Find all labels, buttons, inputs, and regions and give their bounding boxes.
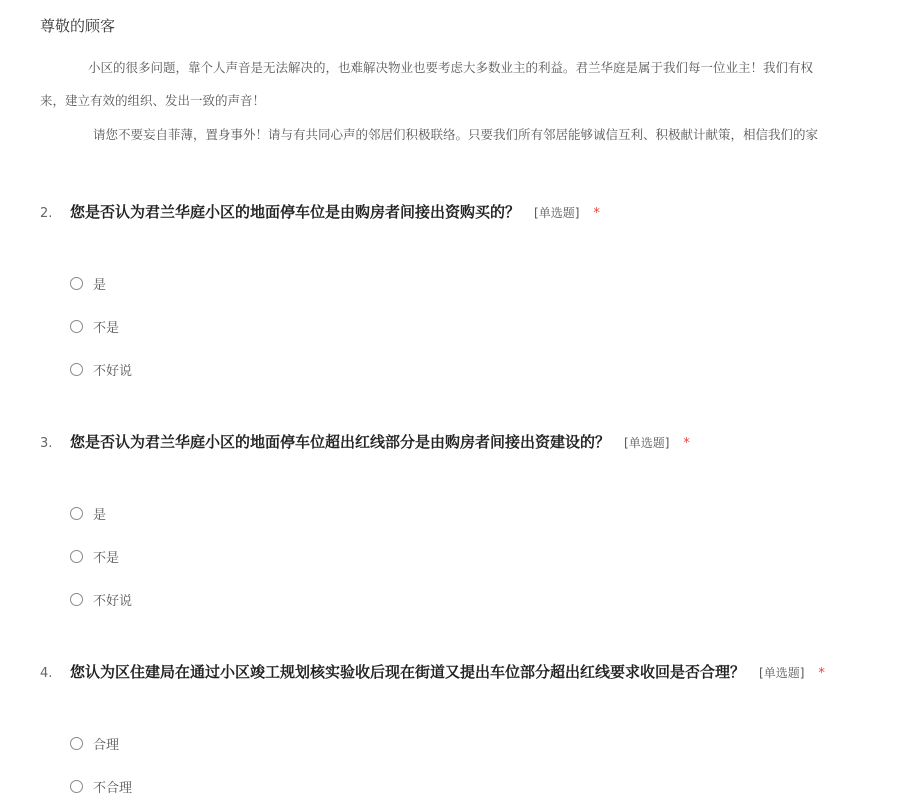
question-type-tag: [单选题] [759, 666, 805, 680]
required-marker: * [818, 666, 825, 681]
q2-option-yes[interactable] [70, 274, 106, 293]
option-label: 不是 [93, 551, 120, 566]
q3-option-no[interactable] [70, 547, 119, 566]
q3-option-yes[interactable] [70, 504, 106, 523]
question-text: 您是否认为君兰华庭小区的地面停车位是由购房者间接出资购买的？ [70, 203, 521, 221]
radio-icon[interactable] [70, 507, 83, 520]
radio-icon[interactable] [70, 320, 83, 333]
radio-icon[interactable] [70, 277, 83, 290]
option-label: 不合理 [93, 781, 133, 796]
question-4-title [40, 661, 825, 682]
radio-icon[interactable] [70, 780, 83, 793]
radio-icon[interactable] [70, 363, 83, 376]
intro-paragraph-line-2: 来，建立有效的组织、发出一致的声音！ [40, 93, 266, 108]
required-marker: * [593, 206, 600, 221]
option-label: 是 [93, 508, 107, 523]
q4-option-unreasonable[interactable] [70, 777, 132, 796]
question-number: 2. [40, 206, 53, 221]
question-type-tag: [单选题] [534, 206, 580, 220]
question-number: 3. [40, 436, 53, 451]
required-marker: * [683, 436, 690, 451]
question-2-title [40, 201, 600, 222]
option-label: 是 [93, 278, 107, 293]
question-number: 4. [40, 666, 53, 681]
radio-icon[interactable] [70, 550, 83, 563]
option-label: 不好说 [93, 594, 133, 609]
radio-icon[interactable] [70, 737, 83, 750]
intro-paragraph-line-1: 小区的很多问题，靠个人声音是无法解决的，也难解决物业也要考虑大多数业主的利益。君兰华庭是属于我们每一位业主！我们有权 [88, 60, 814, 75]
question-text: 您是否认为君兰华庭小区的地面停车位超出红线部分是由购房者间接出资建设的？ [70, 433, 611, 451]
intro-paragraph-line-3: 请您不要妄自菲薄，置身事外！请与有共同心声的邻居们积极联络。只要我们所有邻居能够诚信互利、积极献计献策，相信我们的家 [93, 127, 819, 142]
question-type-tag: [单选题] [624, 436, 670, 450]
q3-option-unsure[interactable] [70, 590, 132, 609]
q2-option-no[interactable] [70, 317, 119, 336]
question-3-title [40, 431, 690, 452]
q2-option-unsure[interactable] [70, 360, 132, 379]
option-label: 合理 [93, 738, 120, 753]
question-text: 您认为区住建局在通过小区竣工规划核实验收后现在街道又提出车位部分超出红线要求收回是否合理？ [70, 663, 746, 681]
option-label: 不是 [93, 321, 120, 336]
option-label: 不好说 [93, 364, 133, 379]
greeting-heading: 尊敬的顾客 [40, 17, 116, 35]
radio-icon[interactable] [70, 593, 83, 606]
q4-option-reasonable[interactable] [70, 734, 119, 753]
